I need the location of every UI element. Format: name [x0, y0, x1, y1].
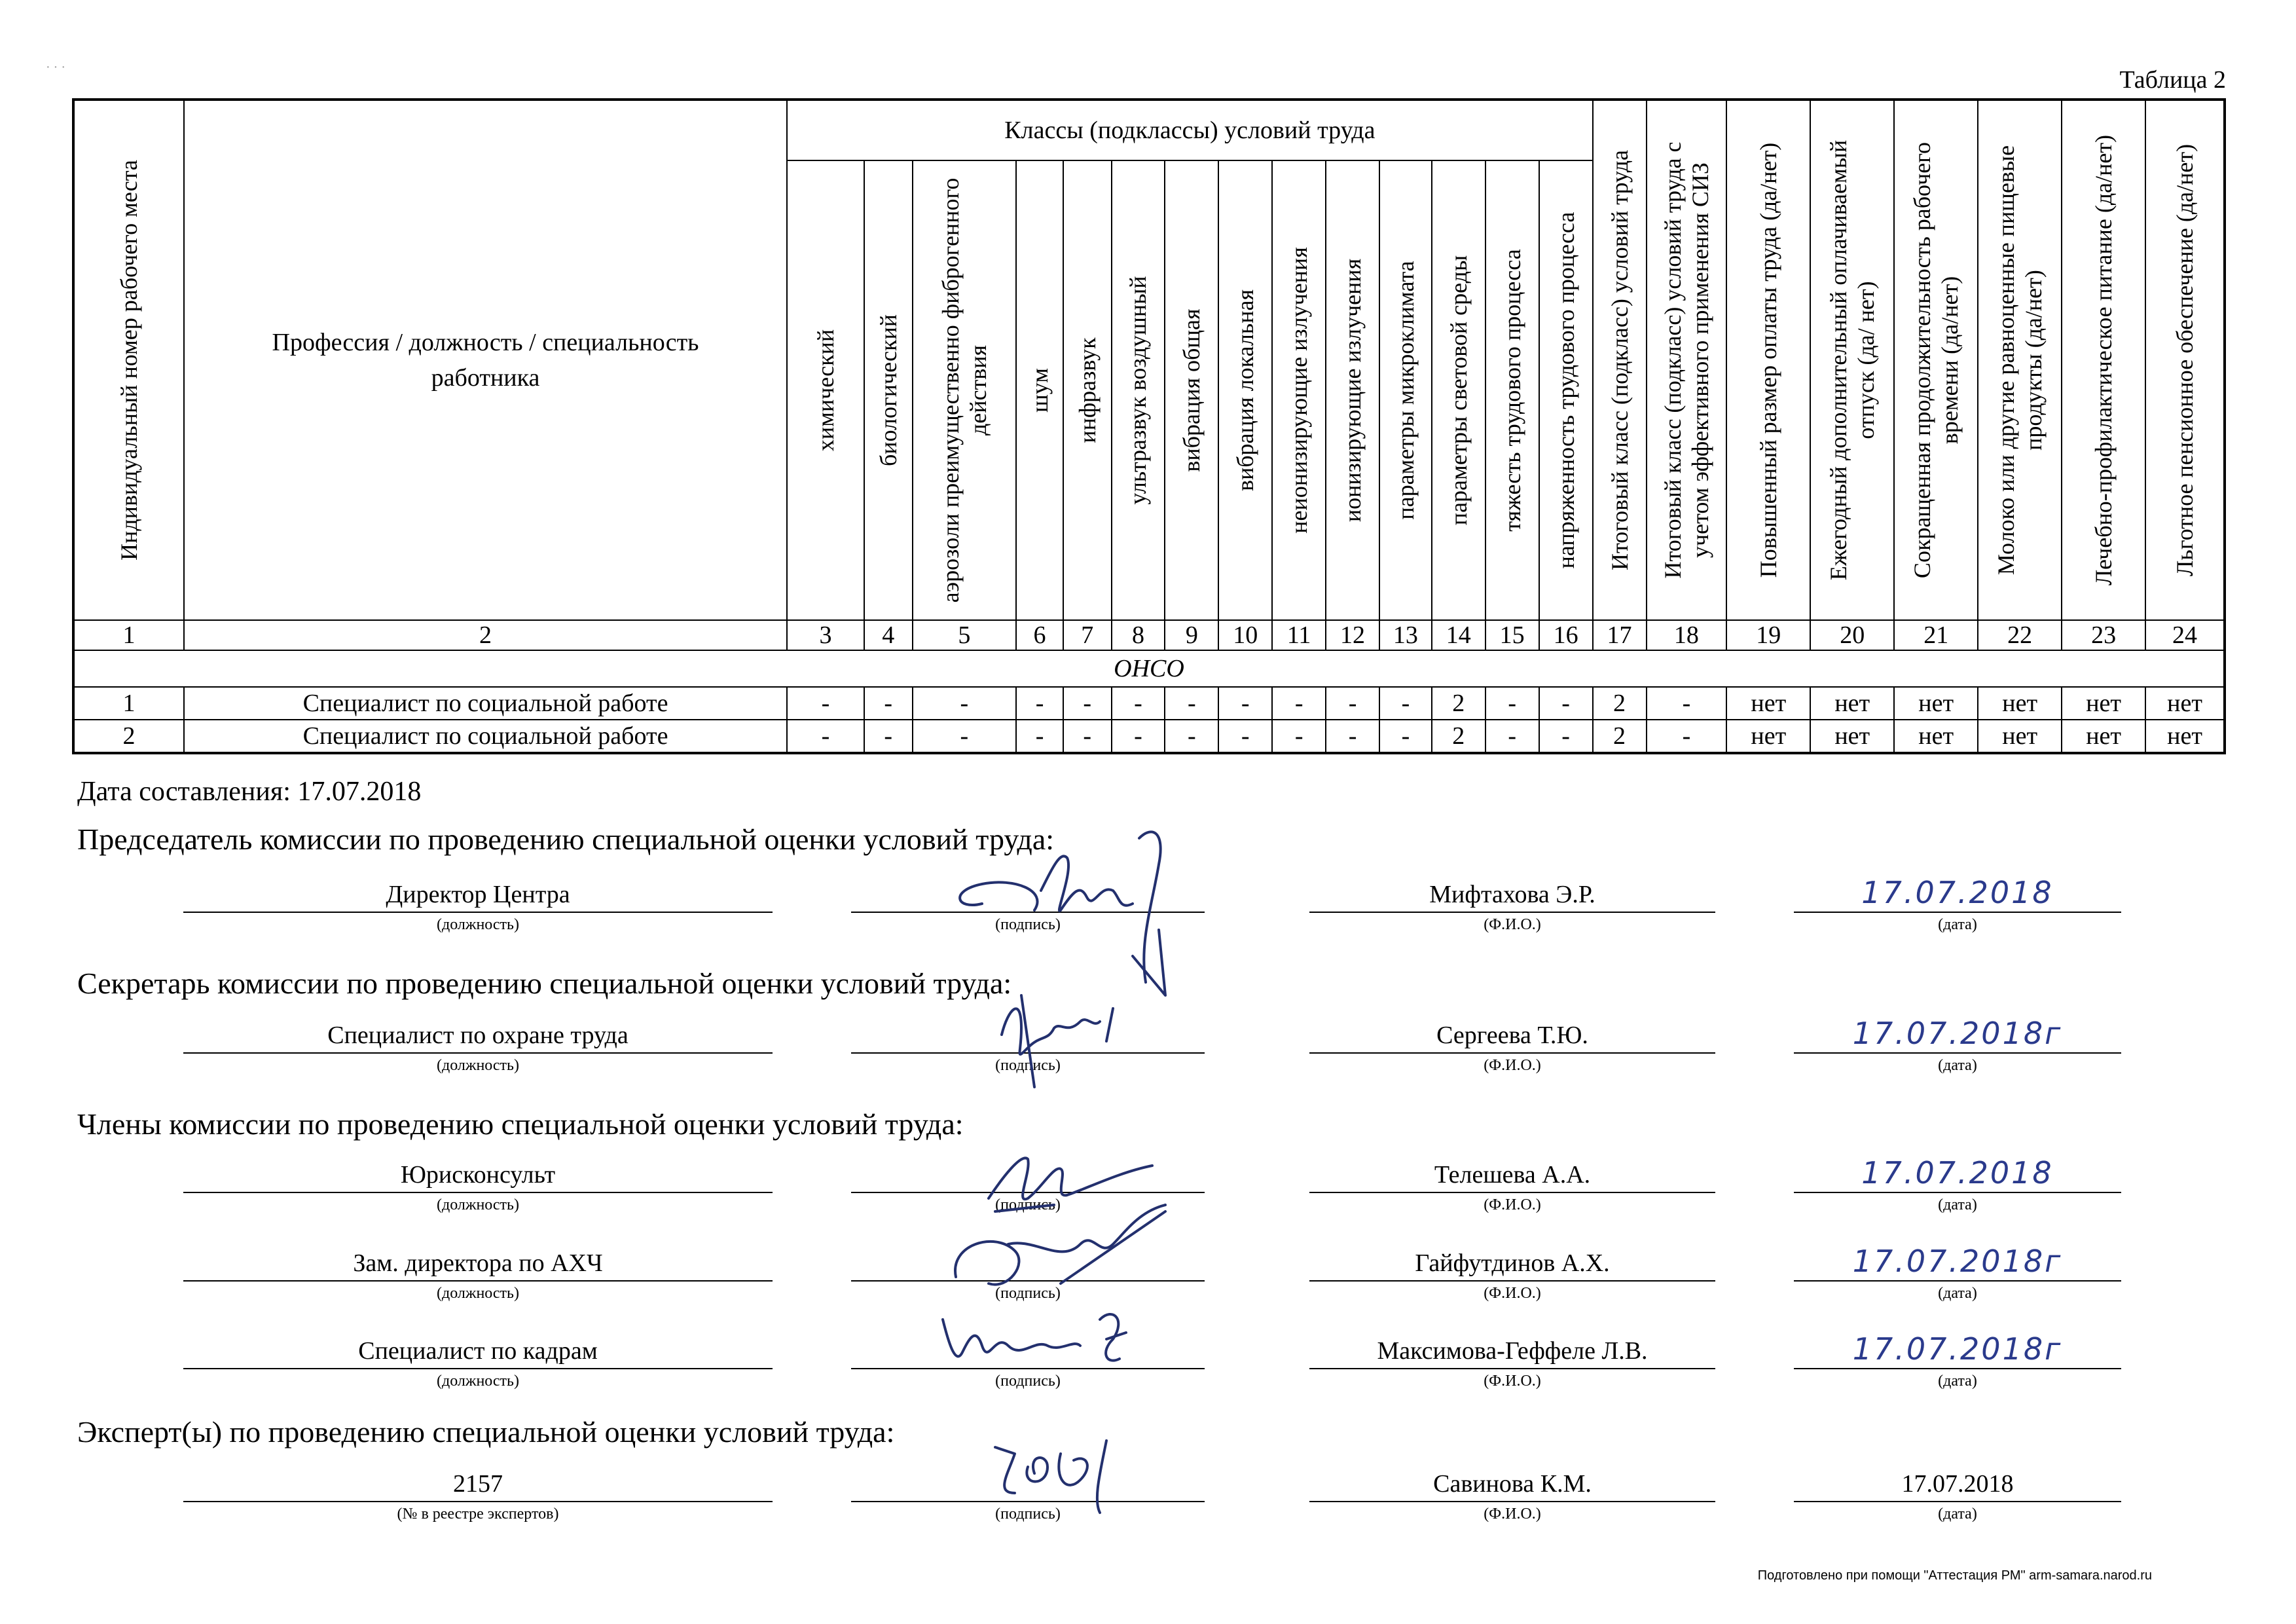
row-guarantee-value: нет: [1726, 687, 1810, 720]
member-row-2: Зам. директора по АХЧ (должность) (подпись) Гайфутдинов А.Х. (Ф.И.О.) 17.07.2018г (дата): [0, 1240, 2296, 1312]
row-guarantee-value: нет: [1726, 720, 1810, 753]
row-guarantee-value: нет: [1894, 720, 1978, 753]
column-number: 24: [2145, 620, 2225, 650]
row-guarantee-value: нет: [2145, 720, 2225, 753]
expert-signature: [969, 1428, 1139, 1519]
expert-registry-no: 2157: [453, 1470, 503, 1498]
scan-artifact: · · ·: [46, 60, 65, 75]
row-number: 2: [73, 720, 184, 753]
member-2-date: 17.07.2018г: [1852, 1244, 2063, 1279]
chairman-position: Директор Центра: [386, 881, 570, 908]
column-number: 1: [73, 620, 184, 650]
column-number: 9: [1165, 620, 1218, 650]
header-factor-2: биологический: [864, 160, 913, 620]
member-row-3: Специалист по кадрам (должность) (подпись) Максимова-Геффеле Л.В. (Ф.И.О.) 17.07.2018г (дата): [0, 1327, 2296, 1399]
row-factor-value: -: [913, 687, 1017, 720]
member-2-name: Гайфутдинов А.Х.: [1415, 1249, 1610, 1277]
chairman-title: Председатель комиссии по проведению специальной оценки условий труда:: [77, 822, 1055, 856]
row-factor-value: -: [1272, 720, 1326, 753]
column-number: 13: [1379, 620, 1432, 650]
row-factor-value: -: [1485, 687, 1539, 720]
table-caption: Таблица 2: [2119, 66, 2226, 94]
column-number: 12: [1326, 620, 1379, 650]
row-guarantee-value: нет: [1978, 687, 2062, 720]
header-factor-3: аэрозоли преимущественно фиброгенного действия: [913, 160, 1017, 620]
secretary-name: Сергеева Т.Ю.: [1436, 1022, 1588, 1049]
row-guarantee-value: нет: [2062, 720, 2145, 753]
row-factor-value: 2: [1432, 720, 1485, 753]
chairman-row: Директор Центра (должность) (подпись) Мифтахова Э.Р. (Ф.И.О.) 17.07.2018 (дата): [0, 871, 2296, 943]
row-profession: Специалист по социальной работе: [184, 687, 787, 720]
header-classes-group: Классы (подклассы) условий труда: [787, 100, 1592, 160]
column-number: 17: [1593, 620, 1647, 650]
header-factor-14: напряженность трудового процесса: [1539, 160, 1593, 620]
row-guarantee-value: нет: [1978, 720, 2062, 753]
column-number: 7: [1063, 620, 1112, 650]
secretary-position: Специалист по охране труда: [327, 1022, 629, 1049]
row-factor-value: -: [1016, 687, 1063, 720]
row-final-class-siz: -: [1647, 687, 1727, 720]
row-guarantee-value: нет: [2062, 687, 2145, 720]
column-number: 8: [1112, 620, 1165, 650]
row-factor-value: -: [787, 687, 864, 720]
row-factor-value: -: [1379, 687, 1432, 720]
header-guarantee-5: Лечебно-профилактическое питание (да/нет): [2062, 100, 2145, 620]
group-label: ОНСО: [73, 650, 2225, 687]
compiled-date: Дата составления: 17.07.2018: [77, 777, 422, 807]
expert-row: 2157 (№ в реестре экспертов) (подпись) Савинова К.М. (Ф.И.О.) 17.07.2018 (дата): [0, 1460, 2296, 1532]
row-factor-value: -: [1539, 720, 1593, 753]
header-guarantee-2: Ежегодный дополнительный оплачиваемый отпуск (да/ нет): [1810, 100, 1894, 620]
column-number: 3: [787, 620, 864, 650]
row-factor-value: -: [1165, 720, 1218, 753]
member-3-date: 17.07.2018г: [1852, 1331, 2063, 1367]
secretary-row: Специалист по охране труда (должность) (подпись) Сергеева Т.Ю. (Ф.И.О.) 17.07.2018г (дата): [0, 1012, 2296, 1084]
row-factor-value: -: [1165, 687, 1218, 720]
header-guarantee-4: Молоко или другие равноценные пищевые продукты (да/нет): [1978, 100, 2062, 620]
row-factor-value: -: [1218, 720, 1272, 753]
header-final-class: Итоговый класс (подкласс) условий труда: [1593, 100, 1647, 620]
header-factor-5: инфразвук: [1063, 160, 1112, 620]
column-number: 2: [184, 620, 787, 650]
row-factor-value: -: [1379, 720, 1432, 753]
column-number: 14: [1432, 620, 1485, 650]
row-factor-value: 2: [1432, 687, 1485, 720]
row-factor-value: -: [864, 720, 913, 753]
header-factor-10: ионизирующие излучения: [1326, 160, 1379, 620]
sout-results-table: [72, 98, 2226, 754]
header-factor-4: шум: [1016, 160, 1063, 620]
row-number: 1: [73, 687, 184, 720]
row-factor-value: -: [1112, 687, 1165, 720]
column-number: 23: [2062, 620, 2145, 650]
header-guarantee-6: Льготное пенсионное обеспечение (да/нет): [2145, 100, 2225, 620]
header-factor-8: вибрация локальная: [1218, 160, 1272, 620]
chairman-signature: [943, 812, 1218, 1008]
row-final-class: 2: [1593, 687, 1647, 720]
header-profession: Профессия / должность / специальность работника: [184, 100, 787, 620]
column-number: 20: [1810, 620, 1894, 650]
member-1-signature-field: (подпись): [851, 1151, 1205, 1223]
member-2-signature-field: (подпись): [851, 1240, 1205, 1312]
row-profession: Специалист по социальной работе: [184, 720, 787, 753]
row-factor-value: -: [1326, 720, 1379, 753]
row-guarantee-value: нет: [1810, 720, 1894, 753]
row-guarantee-value: нет: [1894, 687, 1978, 720]
column-number: 16: [1539, 620, 1593, 650]
row-guarantee-value: нет: [1810, 687, 1894, 720]
column-number: 15: [1485, 620, 1539, 650]
row-factor-value: -: [1063, 720, 1112, 753]
header-workplace-no: Индивидуальный номер рабочего места: [73, 100, 184, 620]
row-guarantee-value: нет: [2145, 687, 2225, 720]
secretary-signature-field: (подпись): [851, 1012, 1205, 1084]
header-factor-11: параметры микроклимата: [1379, 160, 1432, 620]
header-factor-6: ультразвук воздушный: [1112, 160, 1165, 620]
column-number: 6: [1016, 620, 1063, 650]
column-number: 11: [1272, 620, 1326, 650]
expert-name: Савинова К.М.: [1433, 1470, 1592, 1498]
member-3-signature: [917, 1293, 1152, 1392]
member-2-position: Зам. директора по АХЧ: [353, 1249, 603, 1277]
expert-date: 17.07.2018: [1901, 1470, 2014, 1498]
header-guarantee-1: Повышенный размер оплаты труда (да/нет): [1726, 100, 1810, 620]
chairman-name: Мифтахова Э.Р.: [1429, 881, 1595, 908]
member-3-position: Специалист по кадрам: [358, 1337, 598, 1365]
column-number: 19: [1726, 620, 1810, 650]
row-factor-value: -: [864, 687, 913, 720]
column-number: 10: [1218, 620, 1272, 650]
header-factor-1: химический: [787, 160, 864, 620]
header-factor-7: вибрация общая: [1165, 160, 1218, 620]
chairman-date: 17.07.2018: [1861, 875, 2054, 910]
header-factor-12: параметры световой среды: [1432, 160, 1485, 620]
header-factor-13: тяжесть трудового процесса: [1485, 160, 1539, 620]
secretary-date: 17.07.2018г: [1852, 1016, 2063, 1051]
secretary-signature: [982, 982, 1152, 1094]
row-final-class: 2: [1593, 720, 1647, 753]
member-3-name: Максимова-Геффеле Л.В.: [1377, 1337, 1648, 1365]
row-factor-value: -: [1539, 687, 1593, 720]
column-number: 5: [913, 620, 1017, 650]
member-1-position: Юрисконсульт: [400, 1161, 556, 1189]
row-factor-value: -: [1326, 687, 1379, 720]
row-final-class-siz: -: [1647, 720, 1727, 753]
expert-signature-field: (подпись): [851, 1460, 1205, 1532]
column-number: 21: [1894, 620, 1978, 650]
chairman-signature-field: (подпись): [851, 871, 1205, 943]
column-number: 22: [1978, 620, 2062, 650]
row-factor-value: -: [1272, 687, 1326, 720]
row-factor-value: -: [1218, 687, 1272, 720]
secretary-title: Секретарь комиссии по проведению специальной оценки условий труда:: [77, 967, 1012, 1000]
table-row: [73, 687, 2225, 720]
row-factor-value: -: [1016, 720, 1063, 753]
footer-note: Подготовлено при помощи "Аттестация РМ" arm-samara.narod.ru: [1757, 1568, 2152, 1583]
members-title: Члены комиссии по проведению специальной оценки условий труда:: [77, 1107, 964, 1141]
member-1-name: Телешева А.А.: [1434, 1161, 1591, 1189]
row-factor-value: -: [1485, 720, 1539, 753]
column-number: 4: [864, 620, 913, 650]
row-factor-value: -: [1063, 687, 1112, 720]
header-guarantee-3: Сокращенная продолжительность рабочего времени (да/нет): [1894, 100, 1978, 620]
header-factor-9: неионизирующие излучения: [1272, 160, 1326, 620]
row-factor-value: -: [1112, 720, 1165, 753]
member-1-date: 17.07.2018: [1861, 1155, 2054, 1190]
header-final-class-siz: Итоговый класс (подкласс) условий труда с учетом эффективного применения СИЗ: [1647, 100, 1727, 620]
expert-title: Эксперт(ы) по проведению специальной оценки условий труда:: [77, 1415, 895, 1449]
member-row-1: Юрисконсульт (должность) (подпись) Телешева А.А. (Ф.И.О.) 17.07.2018 (дата): [0, 1151, 2296, 1223]
member-3-signature-field: (подпись): [851, 1327, 1205, 1399]
row-factor-value: -: [913, 720, 1017, 753]
table-row: [73, 720, 2225, 753]
row-factor-value: -: [787, 720, 864, 753]
column-number: 18: [1647, 620, 1727, 650]
